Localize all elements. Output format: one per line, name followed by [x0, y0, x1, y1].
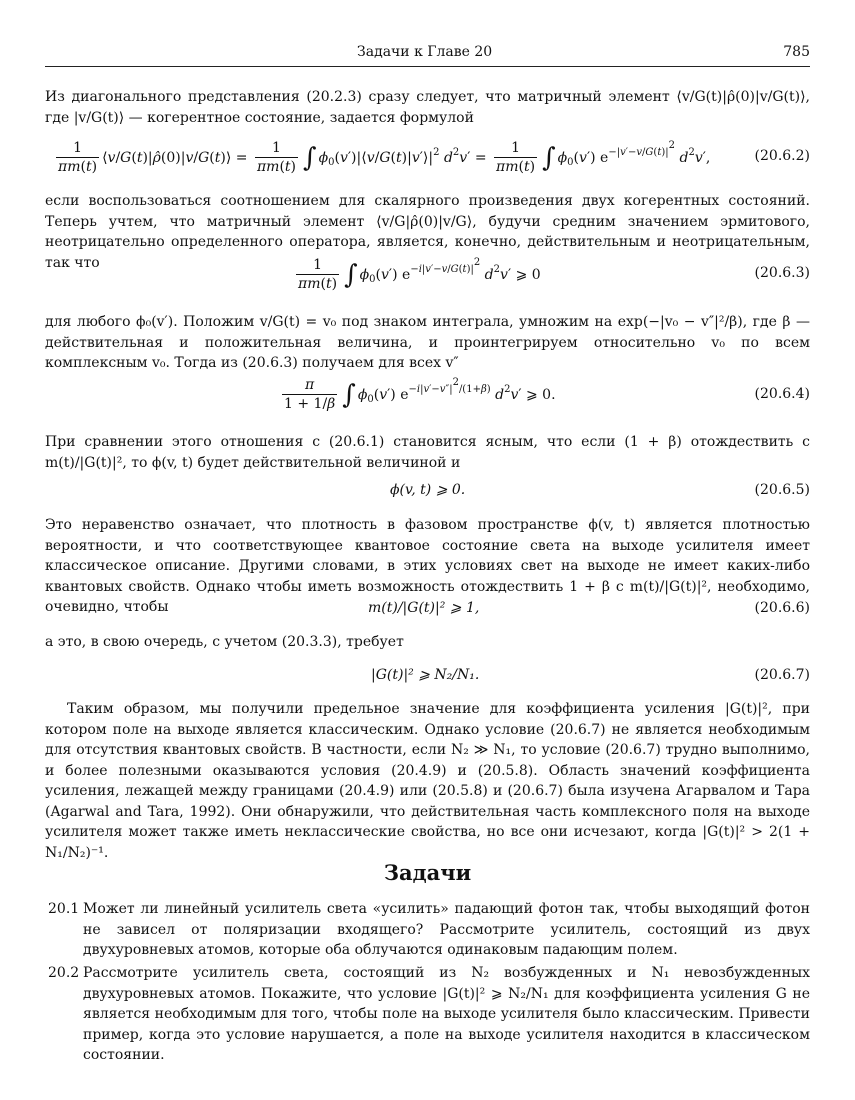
equation-20-6-4-number: (20.6.4): [754, 386, 810, 402]
paragraph-4: При сравнении этого отношения с (20.6.1) становится ясным, что если (1 + β) отождествить с m(t)/|G(t)|², то ϕ(v, t) будет действительной величиной и: [45, 434, 810, 471]
equation-20-6-6: [45, 600, 810, 620]
running-header-title: Задачи к Главе 20: [357, 44, 493, 60]
header-rule: [45, 66, 810, 67]
paragraph-6: а это, в свою очередь, с учетом (20.3.3), требует: [45, 634, 404, 650]
page-number: 785: [783, 44, 810, 60]
equation-20-6-7-number: (20.6.7): [754, 667, 810, 683]
equation-20-6-5-body: ϕ(v, t) ⩾ 0.: [390, 482, 466, 498]
problem-20-1: [45, 899, 810, 961]
problem-20-2: [45, 963, 810, 1066]
equation-20-6-7: [45, 667, 810, 687]
equation-20-6-3: [45, 257, 810, 303]
problem-text: Рассмотрите усилитель света, состоящий из N₂ возбужденных и N₁ невозбужденных двухуровневых атомов. Покажите, что условие |G(t)|² ⩾ N₂/N₁ для коэффициента усиления G не является необходимым для того, чтобы поле на выходе усилителя было классическим. Привести пример, когда это условие нарушается, а поле на выходе усилителя находится в классическом состоянии.: [83, 965, 810, 1063]
equation-20-6-6-number: (20.6.6): [754, 600, 810, 616]
paragraph-5: Это неравенство означает, что плотность в фазовом пространстве ϕ(v, t) является плотностью вероятности, и что соответствующее квантовое состояние света на выходе усилителя имеет классическое описание. Другими словами, в этих условиях свет на выходе не имеет каких-либо квантовых свойств. Однако чтобы иметь возможность отождествить 1 + β с m(t)/|G(t)|², необходимо, очевидно, чтобы: [45, 517, 810, 615]
paragraph-3: для любого ϕ₀(v′). Положим v/G(t) = v₀ под знаком интеграла, умножим на exp(−|v₀ − v″|²/β), где β — действительная и положительная величина, и проинтегрируем относительно v₀ по всем комплексным v₀. Тогда из (20.6.3) получаем для всех v″: [45, 314, 810, 371]
equation-20-6-4-body: $\frac{\pi}{1 + 1/\beta}$ ∫ $\phi_0(v')$ $e^{-i|v'-v''|^2/(1+\beta)}$ $d^2v'$ ⩾ 0.: [284, 377, 556, 412]
equation-20-6-4: [45, 377, 810, 423]
problem-number: 20.2: [48, 965, 80, 981]
problem-number: 20.1: [48, 901, 80, 917]
equation-20-6-2-body: $\frac{1}{\pi m(t)}$ ⟨v/G(t)|ρ̂(0)|v/G(t)⟩ = $\frac{1}{\pi m(t)}$ ∫ $\phi_0(v')|⟨v/G(t)|v'⟩|^2$ $d^2v'$ = $\frac{1}{\pi m(t)}$ ∫ $\phi_0(v')$ $e^{-|v'-v/G(t)|^2}$ $d^2v'$,: [58, 140, 711, 175]
section-title: Задачи: [383, 860, 472, 885]
equation-20-6-2: [45, 140, 810, 186]
equation-20-6-3-body: $\frac{1}{\pi m(t)}$ ∫ $\phi_0(v')$ $e^{-i|v'-v/G(t)|^2}$ $d^2v'$ ⩾ 0: [298, 257, 541, 292]
problem-text: Может ли линейный усилитель света «усилить» падающий фотон так, чтобы выходящий фотон не зависел от поляризации входящего? Рассмотрите усилитель, состоящий из двух двухуровневых атомов, которые оба облучаются одинаковым падающим полем.: [83, 901, 810, 958]
paragraph-2: если воспользоваться соотношением для скалярного произведения двух когерентных состояний. Теперь учтем, что матричный элемент ⟨v/G|ρ̂(0)|v/G⟩, будучи средним значением эрмитового, неотрицательно определенного оператора, является, конечно, действительным и неотрицательным, так что: [45, 193, 810, 271]
paragraph-7: Таким образом, мы получили предельное значение для коэффициента усиления |G(t)|², при котором поле на выходе является классическим. Однако условие (20.6.7) не является необходимым для отсутствия квантовых свойств. В частности, если N₂ ≫ N₁, то условие (20.6.7) трудно выполнимо, и более полезными оказываются условия (20.4.9) и (20.5.8). Область значений коэффициента усиления, лежащей между границами (20.4.9) или (20.5.8) и (20.6.7) была изучена Агарвалом и Тара (Agarwal and Tara, 1992). Они обнаружили, что действительная часть комплексного поля на выходе усилителя может также иметь неклассические свойства, но все они исчезают, когда |G(t)|² > 2(1 + N₁/N₂)⁻¹.: [45, 701, 810, 861]
equation-20-6-7-body: |G(t)|² ⩾ N₂/N₁.: [371, 667, 480, 683]
equation-20-6-6-body: m(t)/|G(t)|² ⩾ 1,: [368, 600, 480, 616]
equation-20-6-2-number: (20.6.2): [754, 148, 810, 164]
running-header: [45, 44, 810, 64]
paragraph-1: Из диагонального представления (20.2.3) сразу следует, что матричный элемент ⟨v/G(t)|ρ̂(0)|v/G(t)⟩, где |v/G(t)⟩ — когерентное состояние, задается формулой: [45, 89, 810, 126]
equation-20-6-3-number: (20.6.3): [754, 265, 810, 281]
equation-20-6-5-number: (20.6.5): [754, 482, 810, 498]
equation-20-6-5: [45, 482, 810, 502]
